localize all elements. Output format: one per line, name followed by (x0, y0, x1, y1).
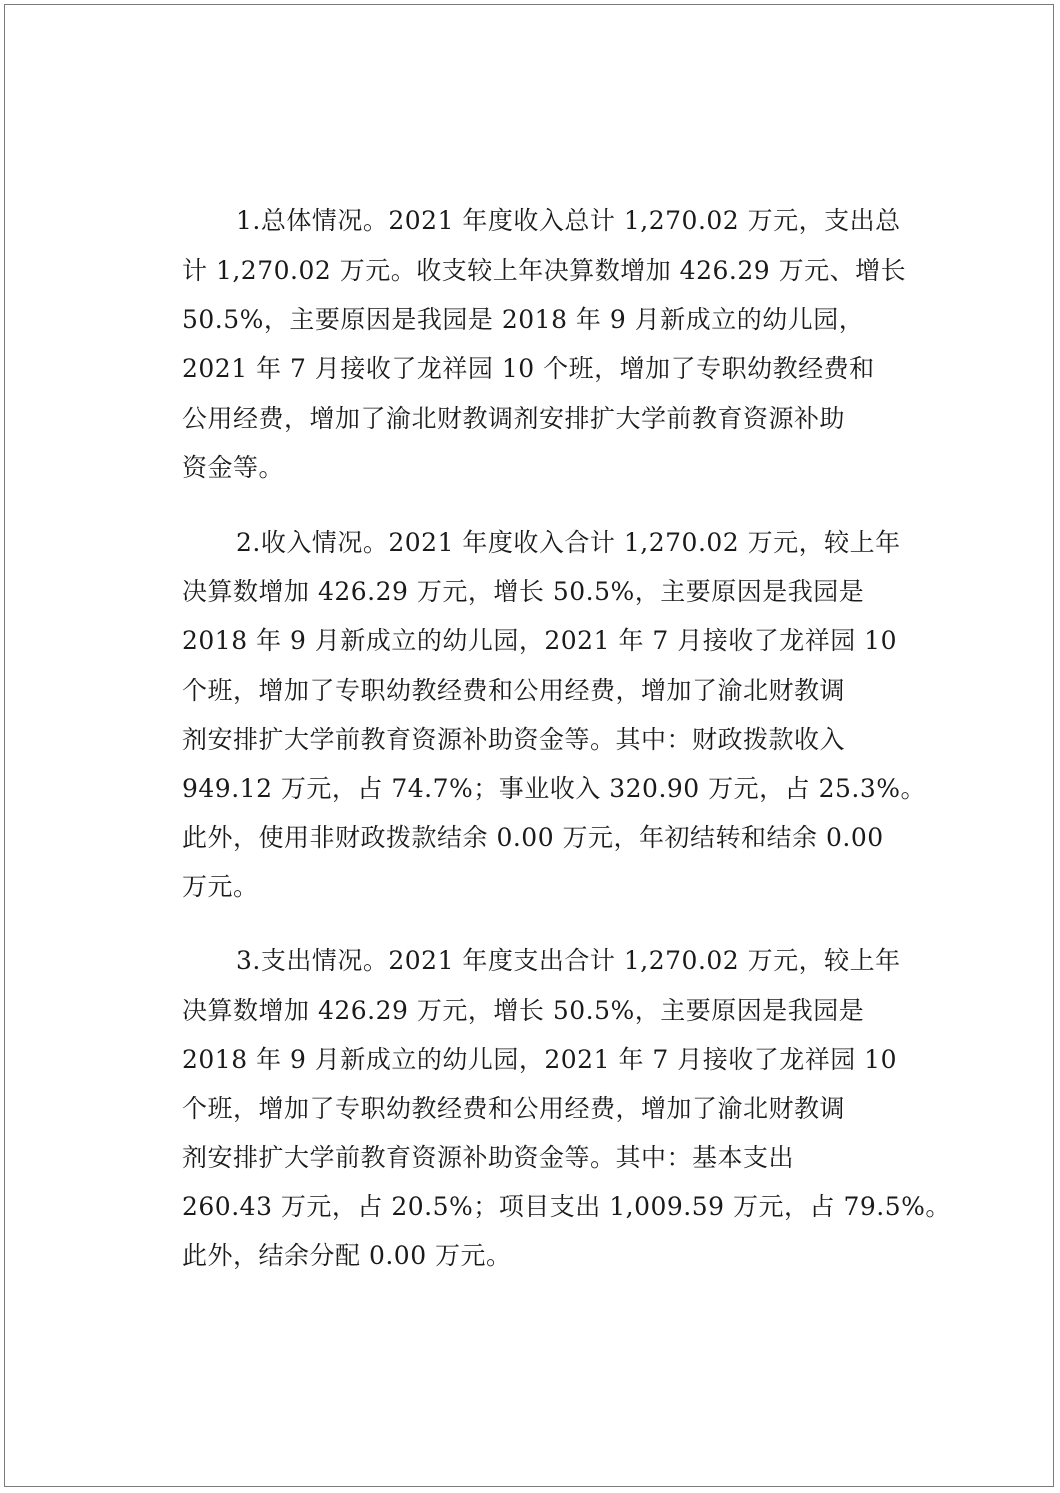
paragraph-1-line: 2021 年 7 月接收了龙祥园 10 个班，增加了专职幼教经费和 (182, 354, 875, 383)
paragraph-3-line: 3.支出情况。2021 年度支出合计 1,270.02 万元，较上年 (236, 946, 901, 975)
paragraph-2-line: 2.收入情况。2021 年度收入合计 1,270.02 万元，较上年 (236, 528, 901, 557)
paragraph-1-line: 资金等。 (182, 453, 285, 482)
paragraph-2-line: 剂安排扩大学前教育资源补助资金等。其中：财政拨款收入 (182, 725, 846, 754)
paragraph-3-line: 此外，结余分配 0.00 万元。 (182, 1241, 512, 1270)
paragraph-2-line: 此外，使用非财政拨款结余 0.00 万元，年初结转和结余 0.00 (182, 823, 884, 852)
paragraph-1-line: 公用经费，增加了渝北财教调剂安排扩大学前教育资源补助 (182, 404, 846, 433)
paragraph-3-line: 260.43 万元，占 20.5%；项目支出 1,009.59 万元，占 79.5%。 (182, 1192, 951, 1221)
paragraph-2-line: 决算数增加 426.29 万元，增长 50.5%，主要原因是我园是 (182, 577, 865, 606)
paragraph-1-line: 计 1,270.02 万元。收支较上年决算数增加 426.29 万元、增长 (182, 256, 907, 285)
paragraph-3-line: 2018 年 9 月新成立的幼儿园，2021 年 7 月接收了龙祥园 10 (182, 1045, 897, 1074)
paragraph-2-line: 949.12 万元，占 74.7%；事业收入 320.90 万元，占 25.3%。 (182, 774, 927, 803)
paragraph-3-line: 剂安排扩大学前教育资源补助资金等。其中：基本支出 (182, 1143, 795, 1172)
paragraph-1-line: 1.总体情况。2021 年度收入总计 1,270.02 万元，支出总 (236, 206, 901, 235)
paragraph-3-line: 决算数增加 426.29 万元，增长 50.5%，主要原因是我园是 (182, 996, 865, 1025)
paragraph-3-line: 个班，增加了专职幼教经费和公用经费，增加了渝北财教调 (182, 1094, 846, 1123)
paragraph-1-line: 50.5%，主要原因是我园是 2018 年 9 月新成立的幼儿园， (182, 305, 865, 334)
paragraph-2-line: 个班，增加了专职幼教经费和公用经费，增加了渝北财教调 (182, 676, 846, 705)
paragraph-2-line: 2018 年 9 月新成立的幼儿园，2021 年 7 月接收了龙祥园 10 (182, 626, 897, 655)
paragraph-2-line: 万元。 (182, 872, 259, 901)
